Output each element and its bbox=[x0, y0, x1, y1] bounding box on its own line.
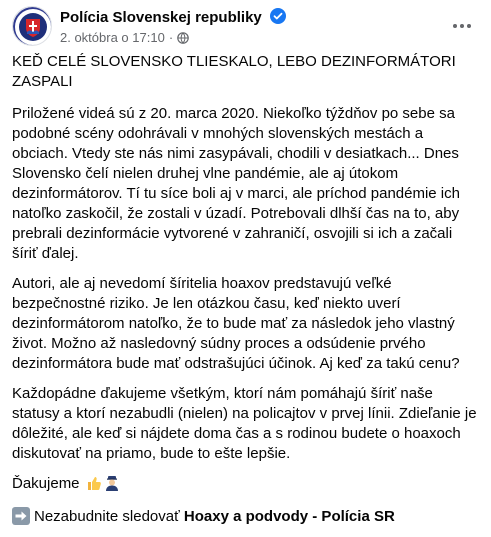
post-body bbox=[12, 52, 478, 537]
more-options-dot bbox=[460, 24, 464, 28]
post-timestamp[interactable]: 2. októbra o 17:10 bbox=[60, 30, 165, 45]
post-meta bbox=[60, 30, 189, 47]
page-avatar[interactable] bbox=[12, 6, 52, 46]
thanks-text: Ďakujeme bbox=[12, 475, 80, 492]
police-officer-icon bbox=[104, 475, 120, 497]
verified-badge-icon bbox=[270, 8, 286, 28]
more-options-dot bbox=[467, 24, 471, 28]
post-title: KEĎ CELÉ SLOVENSKO TLIESKALO, LEBO DEZINFORMÁTORI ZASPALI bbox=[12, 53, 456, 90]
more-options-dot bbox=[453, 24, 457, 28]
post-paragraph: Priložené videá sú z 20. marca 2020. Niekoľko týždňov po sebe sa podobné scény odohrávali v mnohých slovenských mestách a obciach. Vtedy ste nás nimi zasypávali, chodili v desiatkach... Dnes Slovensko čelí nielen druhej vlne pandémie, ale aj útokom dezinformátorov. Tí tu síce boli aj v marci, ale príchod pandémie ich natoľko zaskočil, že zostali v úzadí. Potrebovali dlhší čas na to, aby prebrali dezinformácie vytvorené v zahraničí, osvojili si ich a začali šíriť ďalej. bbox=[12, 105, 460, 262]
thumbs-up-icon bbox=[86, 475, 102, 497]
globe-icon[interactable] bbox=[177, 32, 189, 47]
meta-separator: · bbox=[168, 30, 174, 45]
more-options-button[interactable] bbox=[448, 12, 476, 40]
follow-page-link[interactable]: Hoaxy a podvody - Polícia SR bbox=[183, 508, 395, 525]
thanks-line bbox=[12, 474, 478, 497]
right-arrow-icon bbox=[12, 507, 30, 525]
page-name-text[interactable]: Polícia Slovenskej republiky bbox=[60, 9, 262, 26]
follow-prefix: Nezabudnite sledovať bbox=[34, 508, 180, 525]
post-header bbox=[12, 6, 480, 46]
page-name[interactable] bbox=[60, 8, 286, 28]
follow-line bbox=[12, 507, 478, 527]
post-paragraph: Autori, ale aj nevedomí šíritelia hoaxov predstavujú veľké bezpečnostné riziko. Je len otázkou času, keď niekto uverí dezinformátorom natoľko, že to bude mať za následok jeho vlastný život. Možno až nasledovný súdny proces a odsúdenie prvého dezinformátora bude mať odstrašujúci účinok. Aj keď za takú cenu? bbox=[12, 275, 460, 372]
police-crest-icon bbox=[13, 7, 52, 46]
post-paragraph: Každopádne ďakujeme všetkým, ktorí nám pomáhajú šíriť naše statusy a ktorí nezabudli (nielen) na policajtov v prvej línii. Zdieľanie je dôležité, ale keď si nájdete doma čas a s rodinou budete o hoaxoch diskutovať na priamo, bude to ešte lepšie. bbox=[12, 385, 477, 462]
